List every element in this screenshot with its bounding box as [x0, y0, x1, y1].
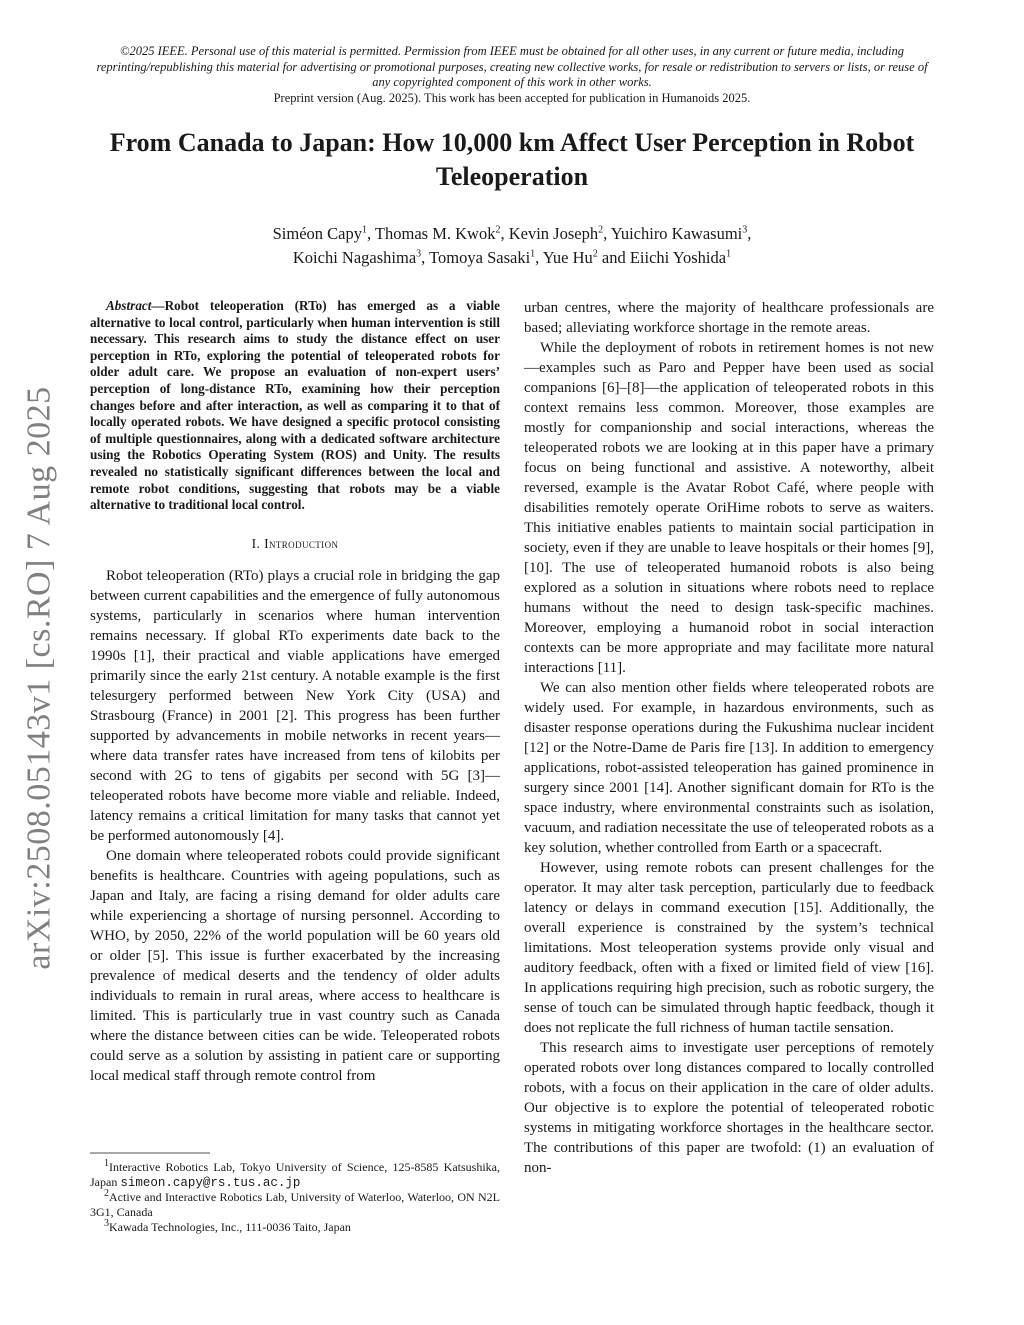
footnote-mark: 3 — [104, 1218, 109, 1229]
paragraph: urban centres, where the majority of healthcare professionals are based; alleviating workforce shortage in the remote areas. — [524, 300, 934, 336]
abstract-label: Abstract— — [106, 298, 165, 313]
author-affiliation-mark: 1 — [726, 248, 732, 260]
footnote-mark: 1 — [104, 1158, 109, 1169]
abstract-text: Robot teleoperation (RTo) has emerged as a viable alternative to local control, particularly when human intervention is still necessary. This research aims to study the distance effect on user perception in RTo, exploring the potential of teleoperated robots for older adult care. We propose an evaluation of non-expert users’ perception of long-distance RTo, examining how their perception changes before and after interaction, as well as comparing it to that of locally operated robots. We have designed a specific protocol consisting of multiple questionnaires, along with a dedicated software architecture using the Robotics Operating System (ROS) and Unity. The results revealed no statistically significant differences between the local and remote robot conditions, suggesting that robots may be a viable alternative to traditional local control. — [90, 298, 500, 513]
arxiv-identifier: arXiv:2508.05143v1 [cs.RO] 7 Aug 2025 — [21, 386, 58, 970]
author-name: Yue Hu — [542, 248, 593, 267]
footnote-text: Interactive Robotics Lab, Tokyo University of Science, 125-8585 Katsushika, Japan — [90, 1160, 500, 1189]
footnote-affiliation-2 — [90, 1190, 500, 1220]
abstract — [90, 298, 500, 514]
author-name: Yuichiro Kawasumi — [610, 224, 743, 243]
author-affiliation-mark: 2 — [592, 248, 598, 260]
paper-title: From Canada to Japan: How 10,000 km Affect User Perception in Robot Teleoperation — [109, 128, 915, 191]
footnote-text: Active and Interactive Robotics Lab, University of Waterloo, Waterloo, ON N2L 3G1, Canada — [90, 1190, 500, 1219]
author-name: Kevin Joseph — [508, 224, 599, 243]
paragraph: Robot teleoperation (RTo) plays a crucial role in bridging the gap between current capabilities and the emergence of fully autonomous systems, particularly in scenarios where human intervention remains necessary. If global RTo experiments date back to the 1990s [1], their practical and viable applications have emerged primarily since the early 21st century. A notable example is the first telesurgery performed between New York City (USA) and Strasbourg (France) in 2001 [2]. This progress has been further supported by advancements in mobile networks in recent years—where data transfer rates have increased from tens of kilobits per second with 2G to tens of gigabits per second with 5G [3]—teleoperated robots have become more viable and reliable. Indeed, latency remains a critical limitation for many tasks that cannot yet be performed autonomously [4]. — [90, 567, 500, 844]
author-email: simeon.capy@rs.tus.ac.jp — [120, 1176, 301, 1190]
paragraph: However, using remote robots can present challenges for the operator. It may alter task perception, particularly due to feedback latency or delays in command execution [15]. Additionally, the overall experience is constrained by the system’s technical limitations. Most teleoperation systems provide only visual and auditory feedback, often with a fixed or limited field of view [16]. In applications requiring high precision, such as robotic surgery, the sense of touch can be simulated through haptic feedback, though it does not replicate the full richness of human tactile sensation. — [524, 860, 934, 1036]
author-name: Siméon Capy — [272, 224, 362, 243]
footnote-text: Kawada Technologies, Inc., 111-0036 Taito, Japan — [109, 1220, 351, 1234]
section-title: Introduction — [264, 535, 339, 551]
footnote-affiliation-3 — [90, 1220, 500, 1235]
author-affiliation-mark: 1 — [361, 224, 367, 236]
author-affiliation-mark: 3 — [416, 248, 422, 260]
author-affiliation-mark: 1 — [530, 248, 536, 260]
arxiv-stamp — [10, 372, 70, 984]
footnote-mark: 2 — [104, 1188, 109, 1199]
author-affiliation-mark: 2 — [495, 224, 501, 236]
right-column — [524, 298, 934, 1178]
author-name: Koichi Nagashima — [292, 248, 417, 267]
author-name: Tomoya Sasaki — [429, 248, 531, 267]
author-line-2: Koichi Nagashima$^3$, Tomoya Sasaki$^1$, Yue Hu$^2$ and Eiichi Yoshida$^1$ — [292, 248, 732, 267]
author-affiliation-mark: 3 — [742, 224, 748, 236]
author-line-1: Siméon Capy$^1$, Thomas M. Kwok$^2$, Kevin Joseph$^2$, Yuichiro Kawasumi$^3$, — [272, 224, 752, 243]
footnote-affiliation-1 — [90, 1160, 500, 1191]
paragraph: We can also mention other fields where teleoperated robots are widely used. For example, in hazardous environments, such as disaster response operations during the Fukushima nuclear incident [12] or the Notre-Dame de Paris fire [13]. In addition to emergency applications, robot-assisted teleoperation has gained prominence in surgery since 2001 [14]. Another significant domain for RTo is the space industry, where environmental constraints such as isolation, vacuum, and radiation necessitate the use of teleoperated robots as a key solution, whether controlled from Earth or a spacecraft. — [524, 680, 934, 856]
paragraph: One domain where teleoperated robots could provide significant benefits is healthcare. Countries with ageing populations, such as Japan and Italy, are facing a rising demand for older adults care while experiencing a shortage of nursing personnel. According to WHO, by 2050, 22% of the world population will be 60 years old or older [5]. This issue is further exacerbated by the increasing prevalence of medical deserts and the tendency of older adults individuals to remain in rural areas, where access to healthcare is limited. This is particularly true in vast country such as Canada where the distance between cities can be wide. Teleoperated robots could serve as a solution by assisting in patient care or supporting local medical staff through remote control from — [90, 847, 500, 1084]
author-list — [90, 222, 934, 270]
preprint-notice: Preprint version (Aug. 2025). This work has been accepted for publication in Humanoids 2025. — [273, 91, 751, 105]
section-number: I. — [251, 535, 261, 551]
paragraph: This research aims to investigate user perceptions of remotely operated robots over long distances compared to locally controlled robots, with a focus on their application in the care of older adults. Our objective is to explore the potential of teleoperated robotic systems in mitigating workforce shortages in the healthcare sector. The contributions of this paper are twofold: (1) an evaluation of non- — [524, 1040, 934, 1176]
footnote-rule — [90, 1152, 500, 1154]
author-name: Eiichi Yoshida — [629, 248, 727, 267]
author-affiliation-mark: 2 — [598, 224, 604, 236]
section-heading-introduction — [90, 534, 500, 554]
paragraph: While the deployment of robots in retirement homes is not new—examples such as Paro and Pepper have been used as social companions [6]–[8]—the application of teleoperated robots in this context remains less common. Moreover, those examples are mostly for companionship and social interactions, whereas the teleoperated robots we are looking at in this paper have a primary focus on being functional and assistive. A noteworthy, albeit reversed, example is the Avatar Robot Café, where people with disabilities remotely operate OriHime robots to serve as waiters. This initiative enables patients to maintain social participation in society, even if they are unable to leave hospitals or their homes [9], [10]. The use of teleoperated humanoid robots is also being explored as a solution in situations where robots need to replace humans without the need to design task-specific machines. Moreover, employing a humanoid robot in social interaction contexts can be more appropriate and may facilitate more natural interactions [11]. — [524, 340, 934, 676]
copyright-notice: ©2025 IEEE. Personal use of this material is permitted. Permission from IEEE must be obtained for all other uses, in any current or future media, including reprinting/republishing this material for advertising or promotional purposes, creating new collective works, for resale or redistribution to servers or lists, or reuse of any copyrighted component of this work in other works. — [96, 44, 928, 89]
author-name: Thomas M. Kwok — [374, 224, 496, 243]
left-column — [90, 298, 500, 1086]
